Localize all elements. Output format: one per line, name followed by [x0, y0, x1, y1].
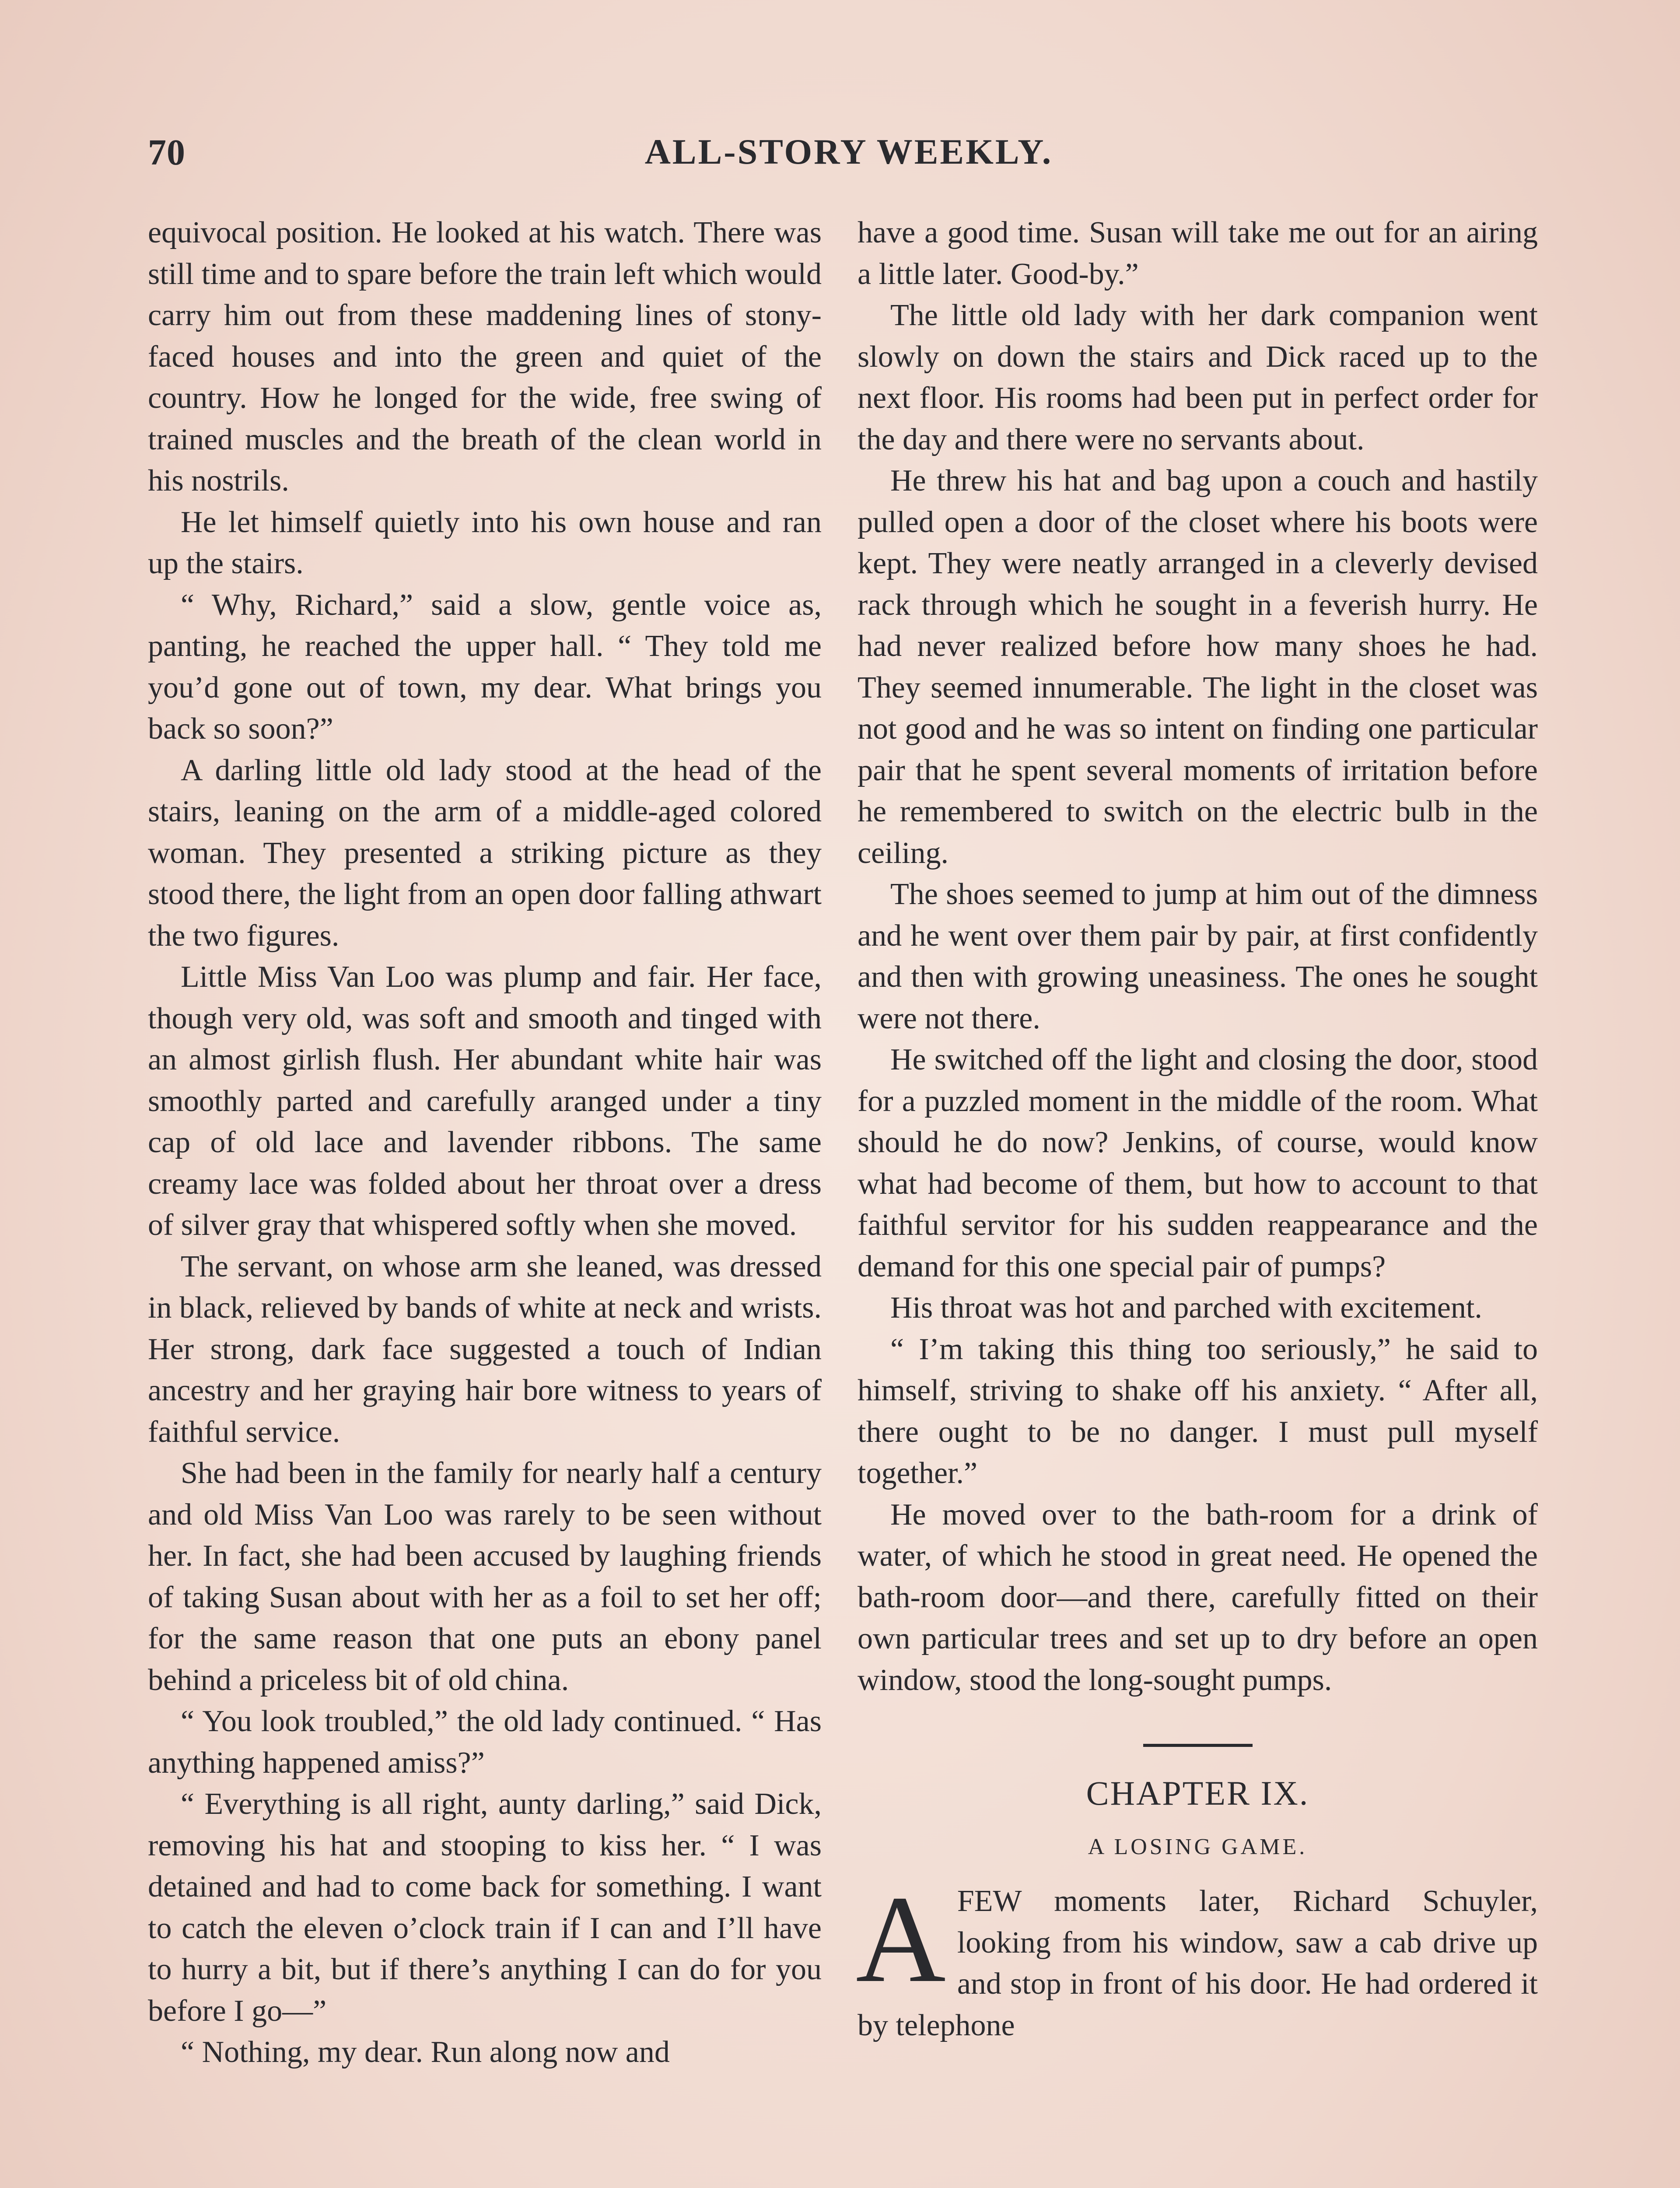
- paragraph: His throat was hot and parched with excitement.: [890, 1291, 1482, 1325]
- paragraph: have a good time. Susan will take me out for an airing a little later. Good-by.”: [858, 216, 1538, 291]
- right-column: [858, 212, 1538, 2046]
- paragraph: “ I’m taking this thing too seriously,” he said to himself, striving to shake off his anxiety. “ After all, there ought to be no danger. I must pull myself together.”: [858, 1332, 1538, 1490]
- chapter-opening-paragraph: [856, 1870, 1538, 2046]
- paragraph: He threw his hat and bag upon a couch and hastily pulled open a door of the closet where his boots were kept. They were neatly arranged in a cleverly devised rack through which he sought in a feverish hurry. He had never realized before how many shoes he had. They seemed innumerable. The light in the closet was not good and he was so intent on finding one particular pair that he spent several moments of irritation before he remembered to switch on the electric bulb in the ceiling.: [858, 464, 1538, 870]
- paragraph: The servant, on whose arm she leaned, was dressed in black, relieved by bands of white at neck and wrists. Her strong, dark face suggested a touch of Indian ancestry and her graying hair bore witness to years of faithful service.: [148, 1249, 822, 1449]
- chapter-opening-text: FEW moments later, Richard Schuyler, looking from his window, saw a cab drive up and stop in front of his door. He had ordered it by telephone: [858, 1884, 1538, 2042]
- left-column: [148, 212, 822, 2073]
- page-number: 70: [148, 132, 186, 173]
- chapter-title: CHAPTER IX.: [1086, 1774, 1309, 1812]
- paragraph: He moved over to the bath-room for a drink of water, of which he stood in great need. He opened the bath-room door—and there, carefully fitted on their own particular trees and set up to dry before an open window, stood the long-sought pumps.: [858, 1497, 1538, 1697]
- paragraph: “ Why, Richard,” said a slow, gentle voice as, panting, he reached the upper hall. “ They told me you’d gone out of town, my dear. What brings you back so soon?”: [148, 588, 822, 746]
- paragraph: The shoes seemed to jump at him out of the dimness and he went over them pair by pair, at first confidently and then with growing uneasiness. The ones he sought were not there.: [858, 877, 1538, 1035]
- paragraph: equivocal position. He looked at his watch. There was still time and to spare before the train left which would carry him out from these maddening lines of stony-faced houses and into the green and quiet of the country. How he longed for the wide, free swing of trained muscles and the breath of the clean world in his nostrils.: [148, 216, 822, 498]
- paragraph: A darling little old lady stood at the head of the stairs, leaning on the arm of a middle-aged colored woman. They presented a striking picture as they stood there, the light from an open door falling athwart the two figures.: [148, 753, 822, 953]
- paragraph: Little Miss Van Loo was plump and fair. Her face, though very old, was soft and smooth and tinged with an almost girlish flush. Her abundant white hair was smoothly parted and carefully aranged under a tiny cap of old lace and lavender ribbons. The same creamy lace was folded about her throat over a dress of silver gray that whispered softly when she moved.: [148, 960, 822, 1242]
- running-head: ALL-STORY WEEKLY.: [644, 132, 1053, 172]
- paragraph: He let himself quietly into his own house and ran up the stairs.: [148, 505, 822, 580]
- paragraph: The little old lady with her dark companion went slowly on down the stairs and Dick raced up to the next floor. His rooms had been put in perfect order for the day and there were no servants about.: [858, 298, 1538, 456]
- paragraph: “ Everything is all right, aunty darling,” said Dick, removing his hat and stooping to kiss her. “ I was detained and had to come back for something. I want to catch the eleven o’clock train if I can and I’ll have to hurry a bit, but if there’s anything I can do for you before I go—”: [148, 1787, 822, 2028]
- chapter-subtitle: A LOSING GAME.: [1088, 1834, 1308, 1859]
- drop-cap: A: [856, 1870, 946, 2008]
- section-divider: [1143, 1744, 1253, 1747]
- paragraph: She had been in the family for nearly half a century and old Miss Van Loo was rarely to be seen without her. In fact, she had been accused by laughing friends of taking Susan about with her as a foil to set her off; for the same reason that one puts an ebony panel behind a priceless bit of old china.: [148, 1456, 822, 1697]
- paragraph: “ You look troubled,” the old lady continued. “ Has anything happened amiss?”: [148, 1704, 822, 1780]
- paragraph: “ Nothing, my dear. Run along now and: [181, 2035, 670, 2069]
- paragraph: He switched off the light and closing the door, stood for a puzzled moment in the middle of the room. What should he do now? Jenkins, of course, would know what had become of them, but how to account to that faithful servitor for his sudden reappearance and the demand for this one special pair of pumps?: [858, 1043, 1538, 1283]
